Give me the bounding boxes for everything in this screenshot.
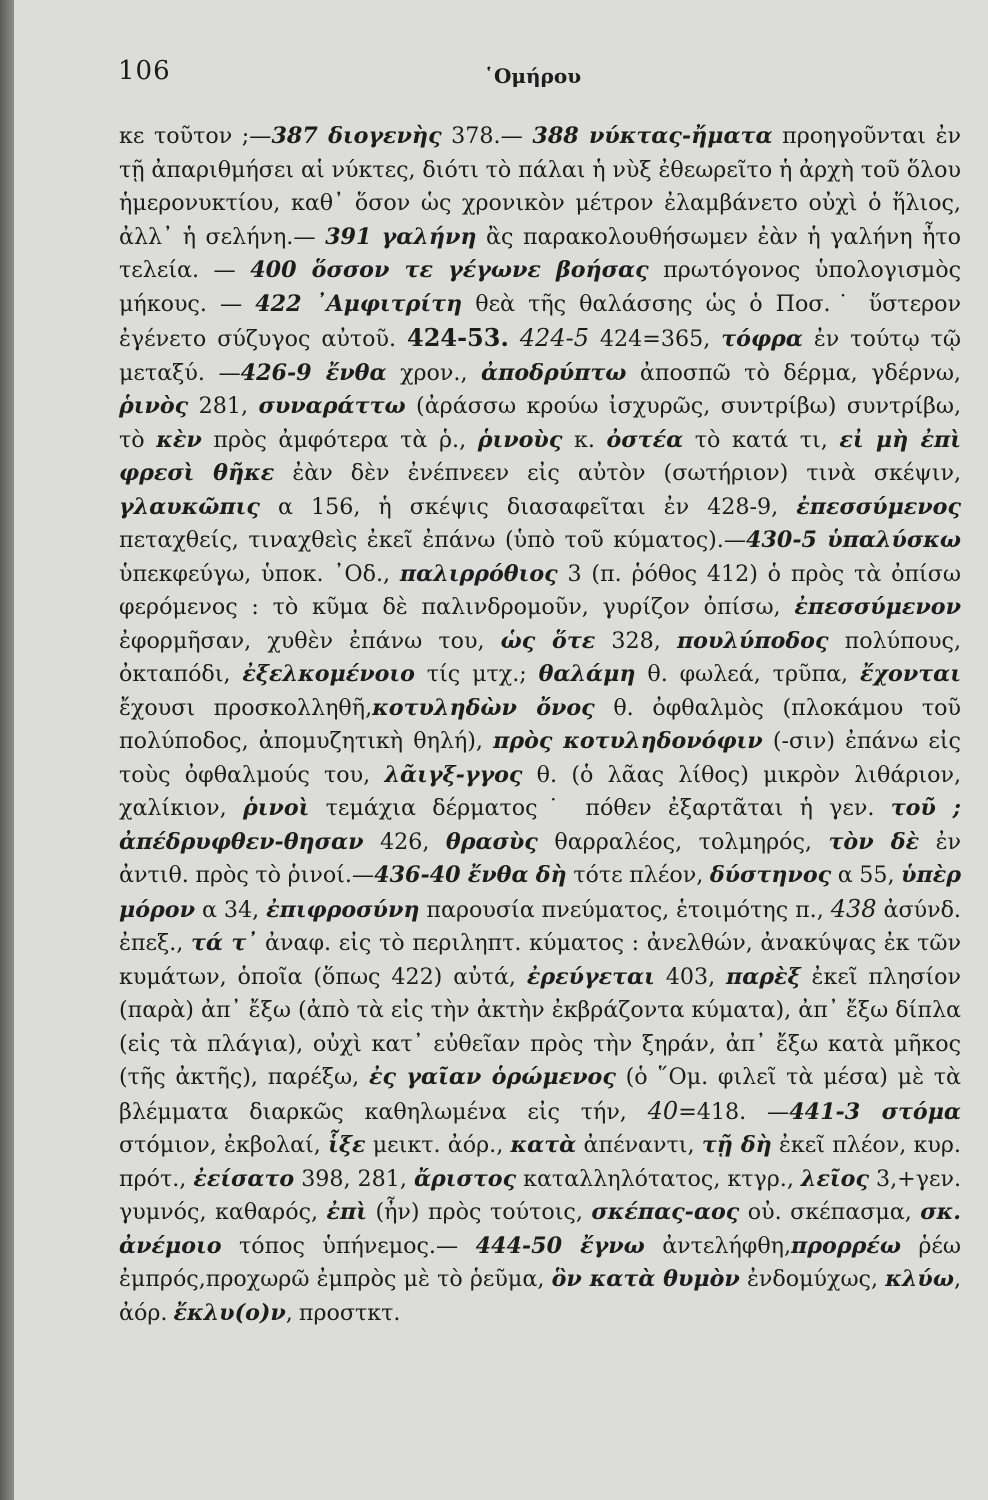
commentary-segment: =418. —: [678, 1098, 790, 1125]
verse-number: 438: [830, 894, 877, 923]
book-spine-shadow: [0, 0, 14, 1500]
lemma: κλύω: [885, 1266, 954, 1292]
lemma: ὀστέα: [606, 426, 684, 453]
commentary-segment: ἀντελήφθη,: [644, 1232, 792, 1259]
commentary-segment: ἀπέναντι,: [576, 1132, 702, 1158]
commentary-segment: α 156, ἡ σκέψις διασαφεῖται ἐν 428-9,: [259, 493, 797, 520]
commentary-text: [119, 120, 961, 1330]
lemma: 426-9 ἔνθα: [240, 359, 387, 386]
commentary-segment: 328,: [595, 627, 677, 654]
commentary-segment: ῥέω ἐμπρός,προχωρῶ ἐμπρὸς μὲ τὸ ῥεῦμα,: [119, 1232, 962, 1292]
commentary-segment: 426,: [363, 828, 446, 855]
page-header: [14, 0, 988, 100]
commentary-segment: 3,+γεν. γυμνός, καθαρός,: [119, 1165, 962, 1225]
commentary-segment: χρον.,: [386, 359, 482, 386]
lemma: 422 ᾽Αμφιτρίτη: [255, 290, 463, 317]
lemma: 430-5 ὑπαλύσκω: [746, 527, 961, 553]
lemma: ῥινοὶ: [242, 795, 310, 821]
verse-number: 40: [647, 1096, 679, 1125]
lemma: ἐπεσσύμενον: [794, 594, 961, 620]
lemma: συναράττω: [258, 393, 406, 419]
commentary-segment: ἐκεῖ πλησίον (παρὰ) ἀπ᾽ ἔξω (ἀπὸ τὰ εἰς τὴν ἀκτὴν ἐκβράζοντα κύματα), ἀπ᾽ ἔξω δίπλα (εἰς τὰ πλάγια), οὐχὶ κατ᾽ εὐθεῖαν πρὸς τὴν ξηράν, ἀπ᾽ ἔξω κατὰ μῆκος (τῆς ἀκτῆς), παρέξω,: [119, 963, 962, 1090]
lemma: κοτυληδὼν ὄνος: [372, 694, 595, 721]
commentary-segment: θ. ὀφθαλμὸς (πλοκάμου τοῦ πολύποδος, ἀπομυζητικὴ θηλή),: [119, 694, 961, 754]
lemma: θρασὺς: [445, 828, 538, 855]
commentary-segment: 3 (π. ῥόθος 412) ὁ πρὸς τὰ ὀπίσω φερόμενος : τὸ κῦμα δὲ παλινδρομοῦν, γυρίζον ὀπίσω,: [119, 560, 961, 620]
commentary-segment: προηγοῦνται ἐν τῇ ἀπαριθμήσει αἱ νύκτες, διότι τὸ πάλαι ἡ νὺξ ἐθεωρεῖτο ἡ ἀρχὴ τοῦ ὅλου ἡμερονυκτίου, καθ᾽ ὅσον ὡς χρονικὸν μέτρον ἐλαμβάνετο οὐχὶ ὁ ἥλιος, ἀλλ᾽ ἡ σελήνη.—: [119, 123, 961, 250]
lemma: γλαυκῶπις: [119, 493, 260, 520]
lemma: τόφρα: [721, 326, 803, 352]
lemma: παλιρρόθιος: [399, 560, 558, 587]
commentary-segment: μεικτ. ἀόρ.,: [365, 1132, 511, 1158]
commentary-segment: τὸ κατά τι,: [683, 426, 840, 453]
running-head: ῾Ομήρου: [484, 64, 582, 88]
commentary-segment: πρὸς ἀμφότερα τὰ ῥ.,: [201, 426, 478, 453]
commentary-segment: παρουσία πνεύματος, ἑτοιμότης π.,: [419, 896, 831, 923]
lemma: δύστηνος: [709, 862, 832, 888]
verse-number: 424-5: [519, 324, 589, 352]
commentary-segment: (-σιν) ἐπάνω εἰς τοὺς ὀφθαλμούς του,: [119, 728, 961, 788]
lemma: ἐς γαῖαν ὁρώμενος: [368, 1064, 616, 1090]
lemma: παρὲξ: [725, 963, 801, 990]
commentary-segment: α 34,: [195, 896, 267, 923]
page-number: 106: [118, 56, 171, 86]
commentary-segment: (ἀράσσω κρούω ἰσχυρῶς, συντρίβω) συντρίβω, τὸ: [119, 393, 961, 453]
commentary-segment: τίς μτχ.;: [414, 661, 539, 687]
lemma: θαλάμη: [538, 661, 636, 687]
commentary-segment: , ἀόρ.: [119, 1266, 962, 1326]
lemma: 400 ὅσσον τε γέγωνε βοήσας: [250, 257, 649, 283]
lemma: πουλύποδος: [676, 627, 829, 654]
commentary-segment: 403,: [654, 963, 726, 990]
commentary-segment: (ἦν) πρὸς τούτοις,: [367, 1199, 592, 1225]
lemma: ἔκλυ(ο)ν: [173, 1299, 286, 1326]
lemma: τά τ᾽: [190, 930, 258, 956]
commentary-segment: ἐκεῖ πλέον, κυρ. πρότ.,: [119, 1132, 961, 1192]
lemma: ὃν κατὰ θυμὸν: [551, 1266, 740, 1292]
commentary-segment: κ.: [562, 426, 607, 453]
commentary-segment: ἐφορμῆσαν, χυθὲν ἐπάνω του,: [119, 627, 501, 654]
lemma: ἷξε: [328, 1132, 366, 1158]
commentary-segment: πολύπους, ὀκταπόδι,: [119, 627, 962, 687]
commentary-segment: ὑπεκφεύγω, ὑποκ. ᾽Οδ.,: [119, 560, 400, 587]
commentary-segment: οὐ. σκέπασμα,: [739, 1199, 921, 1225]
lemma: 444-50 ἔγνω: [475, 1232, 645, 1259]
lemma: 436-40 ἔνθα δὴ: [374, 862, 567, 888]
lemma: 441-3 στόμα: [789, 1098, 962, 1125]
commentary-segment: στόμιον, ἐκβολαί,: [119, 1132, 329, 1158]
commentary-segment: τόπος ὑπήνεμος.—: [221, 1232, 476, 1259]
commentary-segment: θεὰ τῆς θαλάσσης ὡς ὁ Ποσ.˙ ὕστερον ἐγένετο σύζυγος αὐτοῦ.: [119, 290, 962, 352]
lemma: τῇ δὴ: [701, 1132, 772, 1158]
lemma: 388 νύκτας-ἤματα: [532, 123, 773, 149]
commentary-segment: 398, 281,: [294, 1165, 414, 1192]
commentary-segment: τότε πλέον,: [566, 862, 710, 888]
lemma: ὡς ὅτε: [500, 627, 596, 654]
commentary-segment: 281,: [188, 393, 259, 419]
lemma: σκ. ἀνέμοιο: [119, 1199, 961, 1259]
lemma: ἔχονται: [859, 661, 961, 687]
lemma: ῥινὸς: [119, 393, 189, 419]
lemma: ἐπεσσύμενος: [796, 493, 961, 520]
commentary-segment: πρωτόγονος ὑπολογισμὸς μήκους. —: [119, 257, 961, 317]
commentary-segment: ἀσύνδ. ἐπεξ.,: [119, 896, 961, 956]
commentary-segment: ἀποσπῶ τὸ δέρμα, γδέρνω,: [626, 359, 961, 386]
commentary-segment: ἐὰν δὲν ἐνέπνεεν εἰς αὐτὸν (σωτήριον) τινὰ σκέψιν,: [274, 460, 962, 486]
commentary-segment: θ. φωλεά, τρῦπα,: [635, 661, 860, 687]
commentary-segment: ἐν τούτῳ τῷ μεταξύ. —: [119, 326, 961, 386]
lemma: λᾶιγξ-γγος: [384, 761, 523, 788]
commentary-segment: θ. (ὁ λᾶας λίθος) μικρὸν λιθάριον, χαλίκιον,: [119, 761, 961, 821]
section-heading: 424-53.: [407, 323, 509, 352]
lemma: πρὸς κοτυληδονόφιν: [493, 728, 763, 754]
commentary-segment: θαρραλέος, τολμηρός,: [537, 828, 829, 855]
lemma: προρρέω: [791, 1232, 901, 1259]
lemma: 391 γαλήνη: [325, 223, 477, 250]
commentary-segment: α 55,: [831, 862, 902, 888]
commentary-segment: ἔχουσι προσκολληθῆ,: [119, 694, 373, 721]
lemma: ἐπιφροσύνη: [266, 896, 420, 923]
lemma: ἐρεύγεται: [526, 963, 655, 990]
commentary-segment: ἐνδομύχως,: [739, 1266, 886, 1292]
commentary-segment: πεταχθείς, τιναχθεὶς ἐκεῖ ἐπάνω (ὑπὸ τοῦ κύματος).—: [119, 527, 747, 553]
lemma: ἐείσατο: [193, 1165, 295, 1192]
lemma: ὑπὲρ μόρον: [119, 862, 961, 923]
commentary-segment: 424=365,: [588, 326, 722, 352]
commentary-segment: ἀναφ. εἰς τὸ περιληπτ. κύματος : ἀνελθών, ἀνακύψας ἐκ τῶν κυμάτων, ὁποῖα (ὅπως 422) αὐτά,: [119, 930, 961, 990]
commentary-segment: , προστκτ.: [285, 1299, 401, 1326]
lemma: κατὰ: [510, 1132, 577, 1158]
lemma: ἐπὶ: [326, 1199, 367, 1225]
commentary-segment: καταλληλότατος, κτγρ.,: [516, 1165, 801, 1192]
lemma: λεῖος: [800, 1165, 869, 1192]
commentary-segment: ἐν ἀντιθ. πρὸς τὸ ῥινοί.—: [119, 828, 961, 888]
lemma: ἀποδρύπτω: [481, 359, 627, 386]
lemma: ἄριστος: [413, 1165, 517, 1192]
commentary-segment: ἂς παρακολουθήσωμεν ἐὰν ἡ γαλήνη ἦτο τελεία. —: [119, 223, 961, 283]
lemma: ῥινοὺς: [477, 426, 563, 453]
lemma: κὲν: [156, 426, 202, 453]
lemma: ἐξελκομένοιο: [242, 661, 415, 687]
lemma: τὸν δὲ: [828, 828, 920, 855]
lemma: 387 διογενὴς: [271, 123, 442, 149]
commentary-segment: (ὁ ῞Ομ. φιλεῖ τὰ μέσα) μὲ τὰ βλέμματα διαρκῶς καθηλωμένα εἰς τήν,: [119, 1064, 962, 1125]
commentary-segment: 378.—: [441, 123, 533, 149]
book-page: [14, 0, 988, 1500]
lemma: σκέπας-αος: [591, 1199, 740, 1225]
lemma: τοῦ ; ἀπέδρυφθεν-θησαν: [119, 795, 961, 855]
commentary-segment: τεμάχια δέρματος˙ πόθεν ἐξαρτᾶται ἡ γεν.: [309, 795, 891, 821]
lemma: εἰ μὴ ἐπὶ φρεσὶ θῆκε: [119, 426, 962, 486]
commentary-segment: κε τοῦτον ;—: [119, 123, 272, 149]
commentary-segment: [509, 326, 520, 352]
